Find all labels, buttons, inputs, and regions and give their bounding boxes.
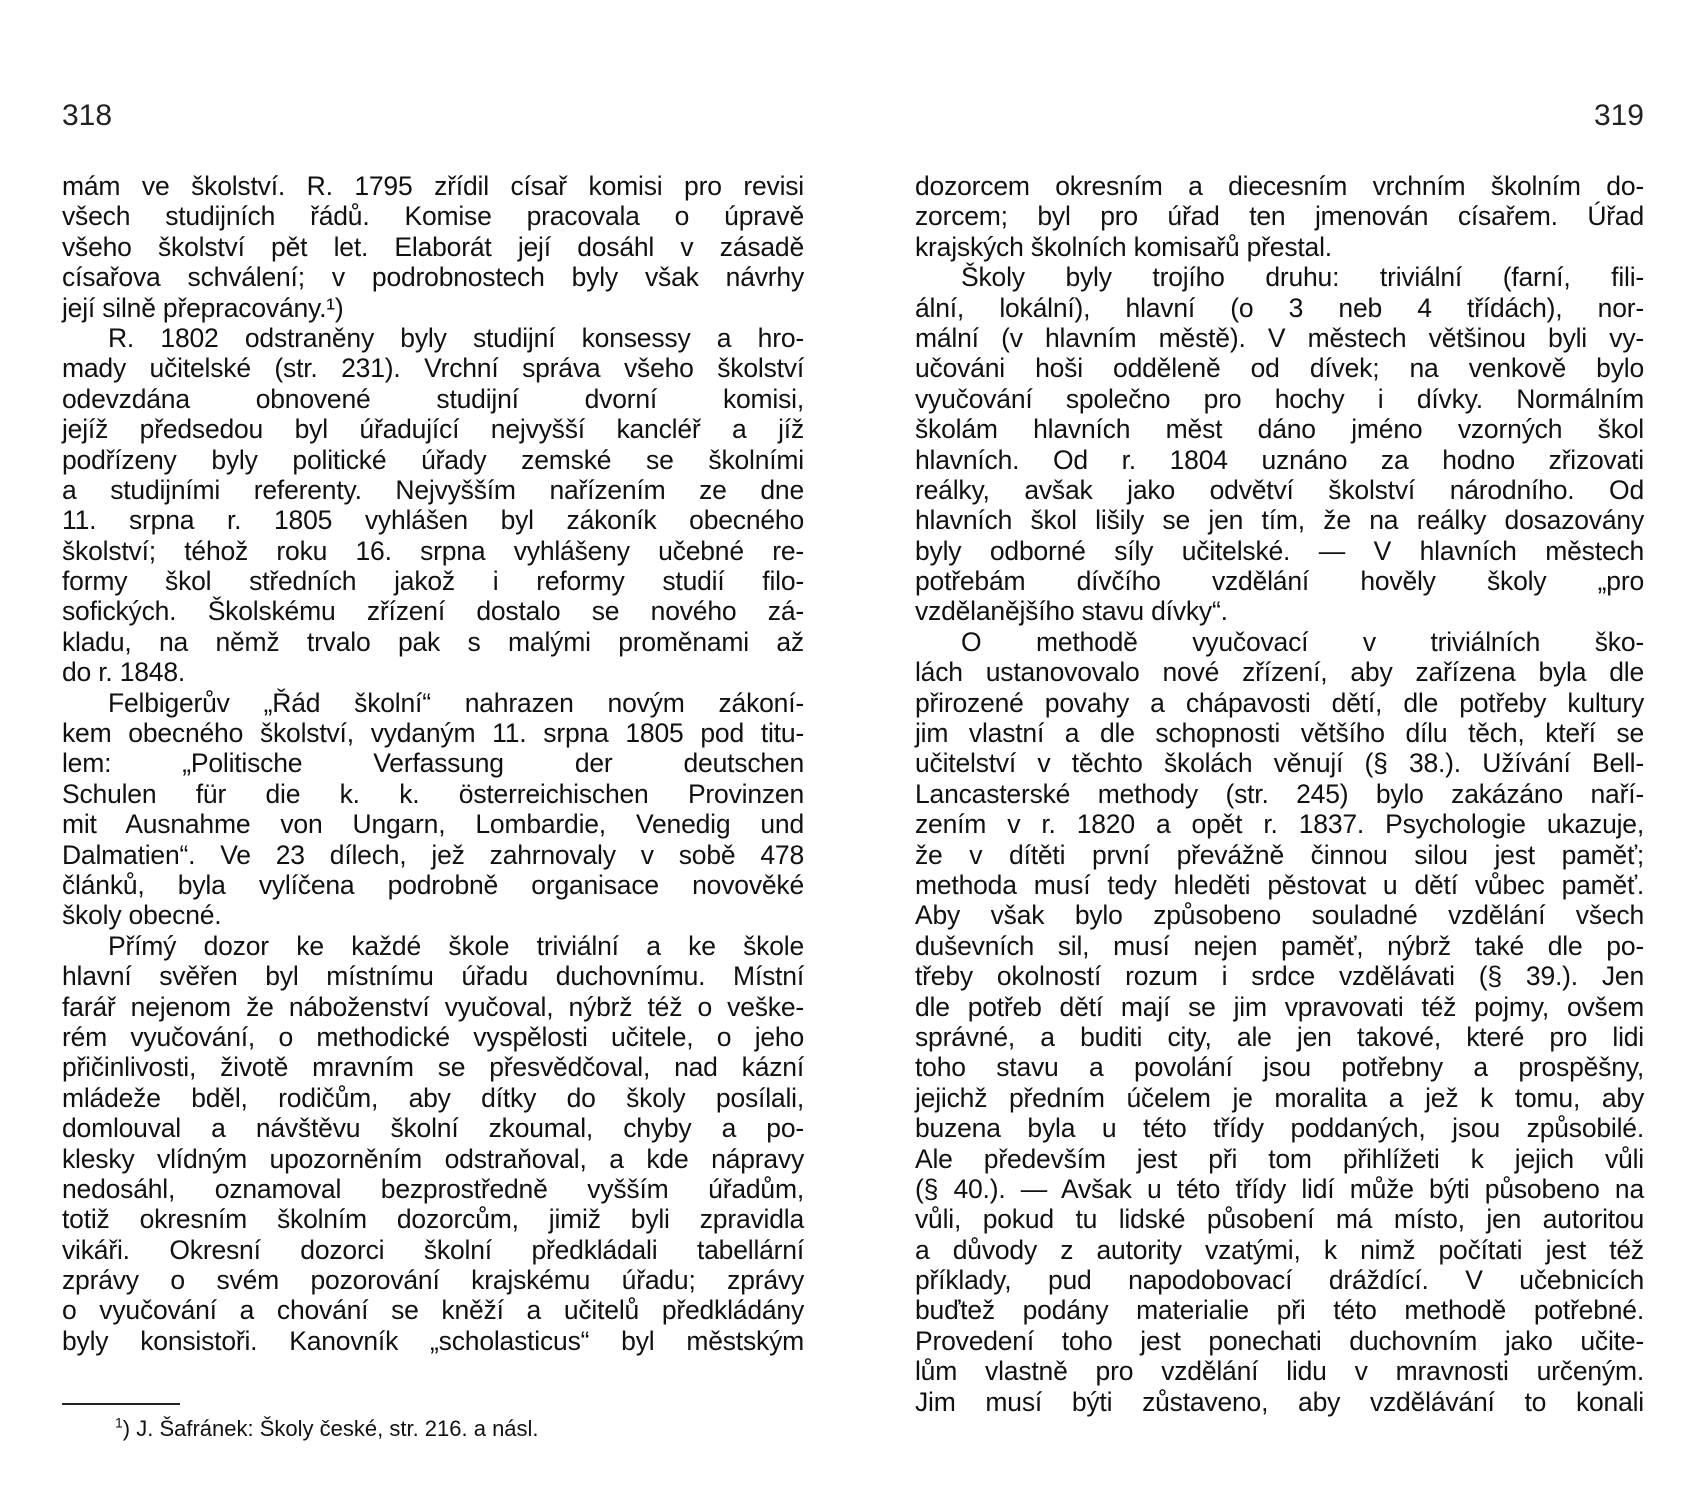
text-line: přičinlivosti, životě mravním se přesvědčoval, nad kázní <box>62 1052 804 1083</box>
text-line: kem obecného školství, vydaným 11. srpna 1805 pod titu- <box>62 718 804 749</box>
text-line: formy škol středních jakož i reformy studií filo- <box>62 566 804 597</box>
text-line: Školy byly trojího druhu: triviální (farní, fili- <box>961 262 1644 293</box>
text-line: vzdělanějšího stavu dívky“. <box>915 596 1228 627</box>
page-number: 319 <box>1593 99 1644 132</box>
text-line: buďtež podány materialie při této methodě potřebné. <box>915 1295 1644 1326</box>
text-line: Lancasterské methody (str. 245) bylo zakázáno naří- <box>915 778 1644 809</box>
text-line: 11. srpna r. 1805 vyhlášen byl zákoník obecného <box>62 505 804 536</box>
text-line: Dalmatien“. Ve 23 dílech, jež zahrnovaly v sobě 478 <box>62 839 804 870</box>
text-line: článků, byla vylíčena podrobně organisace novověké <box>62 869 804 900</box>
text-line: lům vlastně pro vzdělání lidu v mravnosti určeným. <box>915 1356 1644 1387</box>
text-line: školství; téhož roku 16. srpna vyhlášeny učebné re- <box>62 535 804 566</box>
text-line: školám hlavních měst dáno jméno vzorných škol <box>915 414 1644 445</box>
text-line: potřebám dívčího vzdělání hověly školy „pro <box>915 566 1644 597</box>
text-line: totiž okresním školním dozorcům, jimiž byli zpravidla <box>62 1204 804 1235</box>
footnote <box>115 1415 539 1443</box>
text-line: učitelství v těchto školách věnují (§ 38.). Užívání Bell- <box>915 748 1644 779</box>
text-line: všeho školství pět let. Elaborát její dosáhl v zásadě <box>62 231 804 262</box>
text-line: školy obecné. <box>62 900 222 931</box>
text-line: dle potřeb dětí mají se jim vpravovati též pojmy, ovšem <box>915 991 1644 1022</box>
text-line: všech studijních řádů. Komise pracovala o úpravě <box>62 201 804 232</box>
text-line: vůli, pokud tu lidské působení má místo, jen autoritou <box>915 1204 1644 1235</box>
text-line: sofických. Školskému zřízení dostalo se nového zá- <box>62 596 804 627</box>
text-line: R. 1802 odstraněny byly studijní konsessy a hro- <box>108 322 804 353</box>
text-line: odevzdána obnovené studijní dvorní komisi, <box>62 383 804 414</box>
text-line: císařova schválení; v podrobnostech byly však návrhy <box>62 262 804 293</box>
text-line: zením v r. 1820 a opět r. 1837. Psychologie ukazuje, <box>915 809 1644 840</box>
text-line: byly konsistoři. Kanovník „scholasticus“ byl městským <box>62 1325 804 1356</box>
text-line: hlavní svěřen byl místnímu úřadu duchovnímu. Místní <box>62 961 804 992</box>
text-line: jejíž předsedou byl úřadující nejvyšší kancléř a jíž <box>62 414 804 445</box>
text-line: mám ve školství. R. 1795 zřídil císař komisi pro revisi <box>62 171 804 201</box>
text-line: podřízeny byly politické úřady zemské se školními <box>62 444 804 475</box>
text-line: methoda musí tedy hleděti pěstovat u dětí vůbec paměť. <box>915 869 1644 900</box>
footnote-divider <box>62 1403 180 1405</box>
text-line: Jim musí býti zůstaveno, aby vzdělávání to konali <box>915 1386 1644 1417</box>
text-line: Schulen für die k. k. österreichischen Provinzen <box>62 778 804 809</box>
text-line: farář nejenom že náboženství vyučoval, nýbrž též o veške- <box>62 991 804 1022</box>
text-line: že v dítěti první převážně činnou silou jest paměť; <box>915 839 1644 870</box>
text-line: buzena byla u této třídy poddaných, jsou způsobilé. <box>915 1113 1644 1144</box>
text-line: kladu, na němž trvalo pak s malými proměnami až <box>62 626 804 657</box>
text-line: vikáři. Okresní dozorci školní předkládali tabellární <box>62 1234 804 1265</box>
text-line: třeby okolností rozum i srdce vzdělávati (§ 39.). Jen <box>915 961 1644 992</box>
text-line: učováni hoši odděleně od dívek; na venkově bylo <box>915 353 1644 384</box>
text-line: krajských školních komisařů přestal. <box>915 231 1332 262</box>
text-line: Přímý dozor ke každé škole triviální a ke škole <box>108 930 804 961</box>
text-line: mady učitelské (str. 231). Vrchní správa všeho školství <box>62 353 804 384</box>
text-line: mit Ausnahme von Ungarn, Lombardie, Venedig und <box>62 809 804 840</box>
text-line: do r. 1848. <box>62 657 186 688</box>
text-line: Provedení toho jest ponechati duchovním jako učite- <box>915 1325 1644 1356</box>
text-line: a důvody z autority vzatými, k nimž počítati jest též <box>915 1234 1644 1265</box>
text-line: správné, a buditi city, ale jen takové, které pro lidi <box>915 1021 1644 1052</box>
text-line: hlavních. Od r. 1804 uznáno za hodno zřizovati <box>915 444 1644 475</box>
text-line: O methodě vyučovací v triviálních ško- <box>961 626 1644 657</box>
text-line: Ale především jest při tom přihlížeti k jejich vůli <box>915 1143 1644 1174</box>
text-line: duševních sil, musí nejen paměť, nýbrž také dle po- <box>915 930 1644 961</box>
text-line: přirozené povahy a chápavosti dětí, dle potřeby kultury <box>915 687 1644 718</box>
text-line: (§ 40.). — Avšak u této třídy lidí může býti působeno na <box>915 1173 1644 1204</box>
text-line: její silně přepracovány.¹) <box>62 292 344 323</box>
text-line: mládeže bděl, rodičům, aby dítky do školy posílali, <box>62 1082 804 1113</box>
text-line: byly odborné síly učitelské. — V hlavních městech <box>915 535 1644 566</box>
footnote-text: ) J. Šafránek: Školy české, str. 216. a násl. <box>122 1416 539 1441</box>
text-line: vyučování společno pro hochy i dívky. Normálním <box>915 383 1644 414</box>
text-line: ální, lokální), hlavní (o 3 neb 4 třídách), nor- <box>915 292 1644 323</box>
text-line: Aby však bylo způsobeno souladné vzdělání všech <box>915 900 1644 931</box>
text-line: hlavních škol lišily se jen tím, že na reálky dosazovány <box>915 505 1644 536</box>
text-line: klesky vlídným upozorněním odstraňoval, a kde nápravy <box>62 1143 804 1174</box>
text-line: lách ustanovovalo nové zřízení, aby zařízena byla dle <box>915 657 1644 688</box>
text-line: lem: „Politische Verfassung der deutschen <box>62 748 804 779</box>
text-line: toho stavu a povolání jsou potřebny a prospěšny, <box>915 1052 1644 1083</box>
text-line: zorcem; byl pro úřad ten jmenován císařem. Úřad <box>915 201 1644 232</box>
footnote-marker: 1 <box>115 1414 123 1431</box>
text-line: reálky, avšak jako odvětví školství národního. Od <box>915 474 1644 505</box>
text-line: příklady, pud napodobovací dráždící. V učebnicích <box>915 1265 1644 1296</box>
text-line: o vyučování a chování se kněží a učitelů předkládány <box>62 1295 804 1326</box>
text-line: a studijními referenty. Nejvyšším nařízením ze dne <box>62 474 804 505</box>
text-line: mální (v hlavním městě). V městech většinou byli vy- <box>915 322 1644 353</box>
text-line: zprávy o svém pozorování krajskému úřadu; zprávy <box>62 1265 804 1296</box>
text-line: nedosáhl, oznamoval bezprostředně vyšším úřadům, <box>62 1173 804 1204</box>
text-line: jim vlastní a dle schopnosti většího dílu těch, kteří se <box>915 718 1644 749</box>
text-line: domlouval a návštěvu školní zkoumal, chyby a po- <box>62 1113 804 1144</box>
text-line: jejichž předním účelem je moralita a jež k tomu, aby <box>915 1082 1644 1113</box>
body-text <box>62 171 804 1356</box>
body-text <box>915 171 1644 1417</box>
text-line: Felbigerův „Řád školní“ nahrazen novým zákoní- <box>108 687 804 718</box>
text-line: rém vyučování, o methodické vyspělosti učitele, o jeho <box>62 1021 804 1052</box>
right-page <box>853 0 1706 1500</box>
page-number: 318 <box>62 99 113 132</box>
text-line: dozorcem okresním a diecesním vrchním školním do- <box>915 171 1644 201</box>
